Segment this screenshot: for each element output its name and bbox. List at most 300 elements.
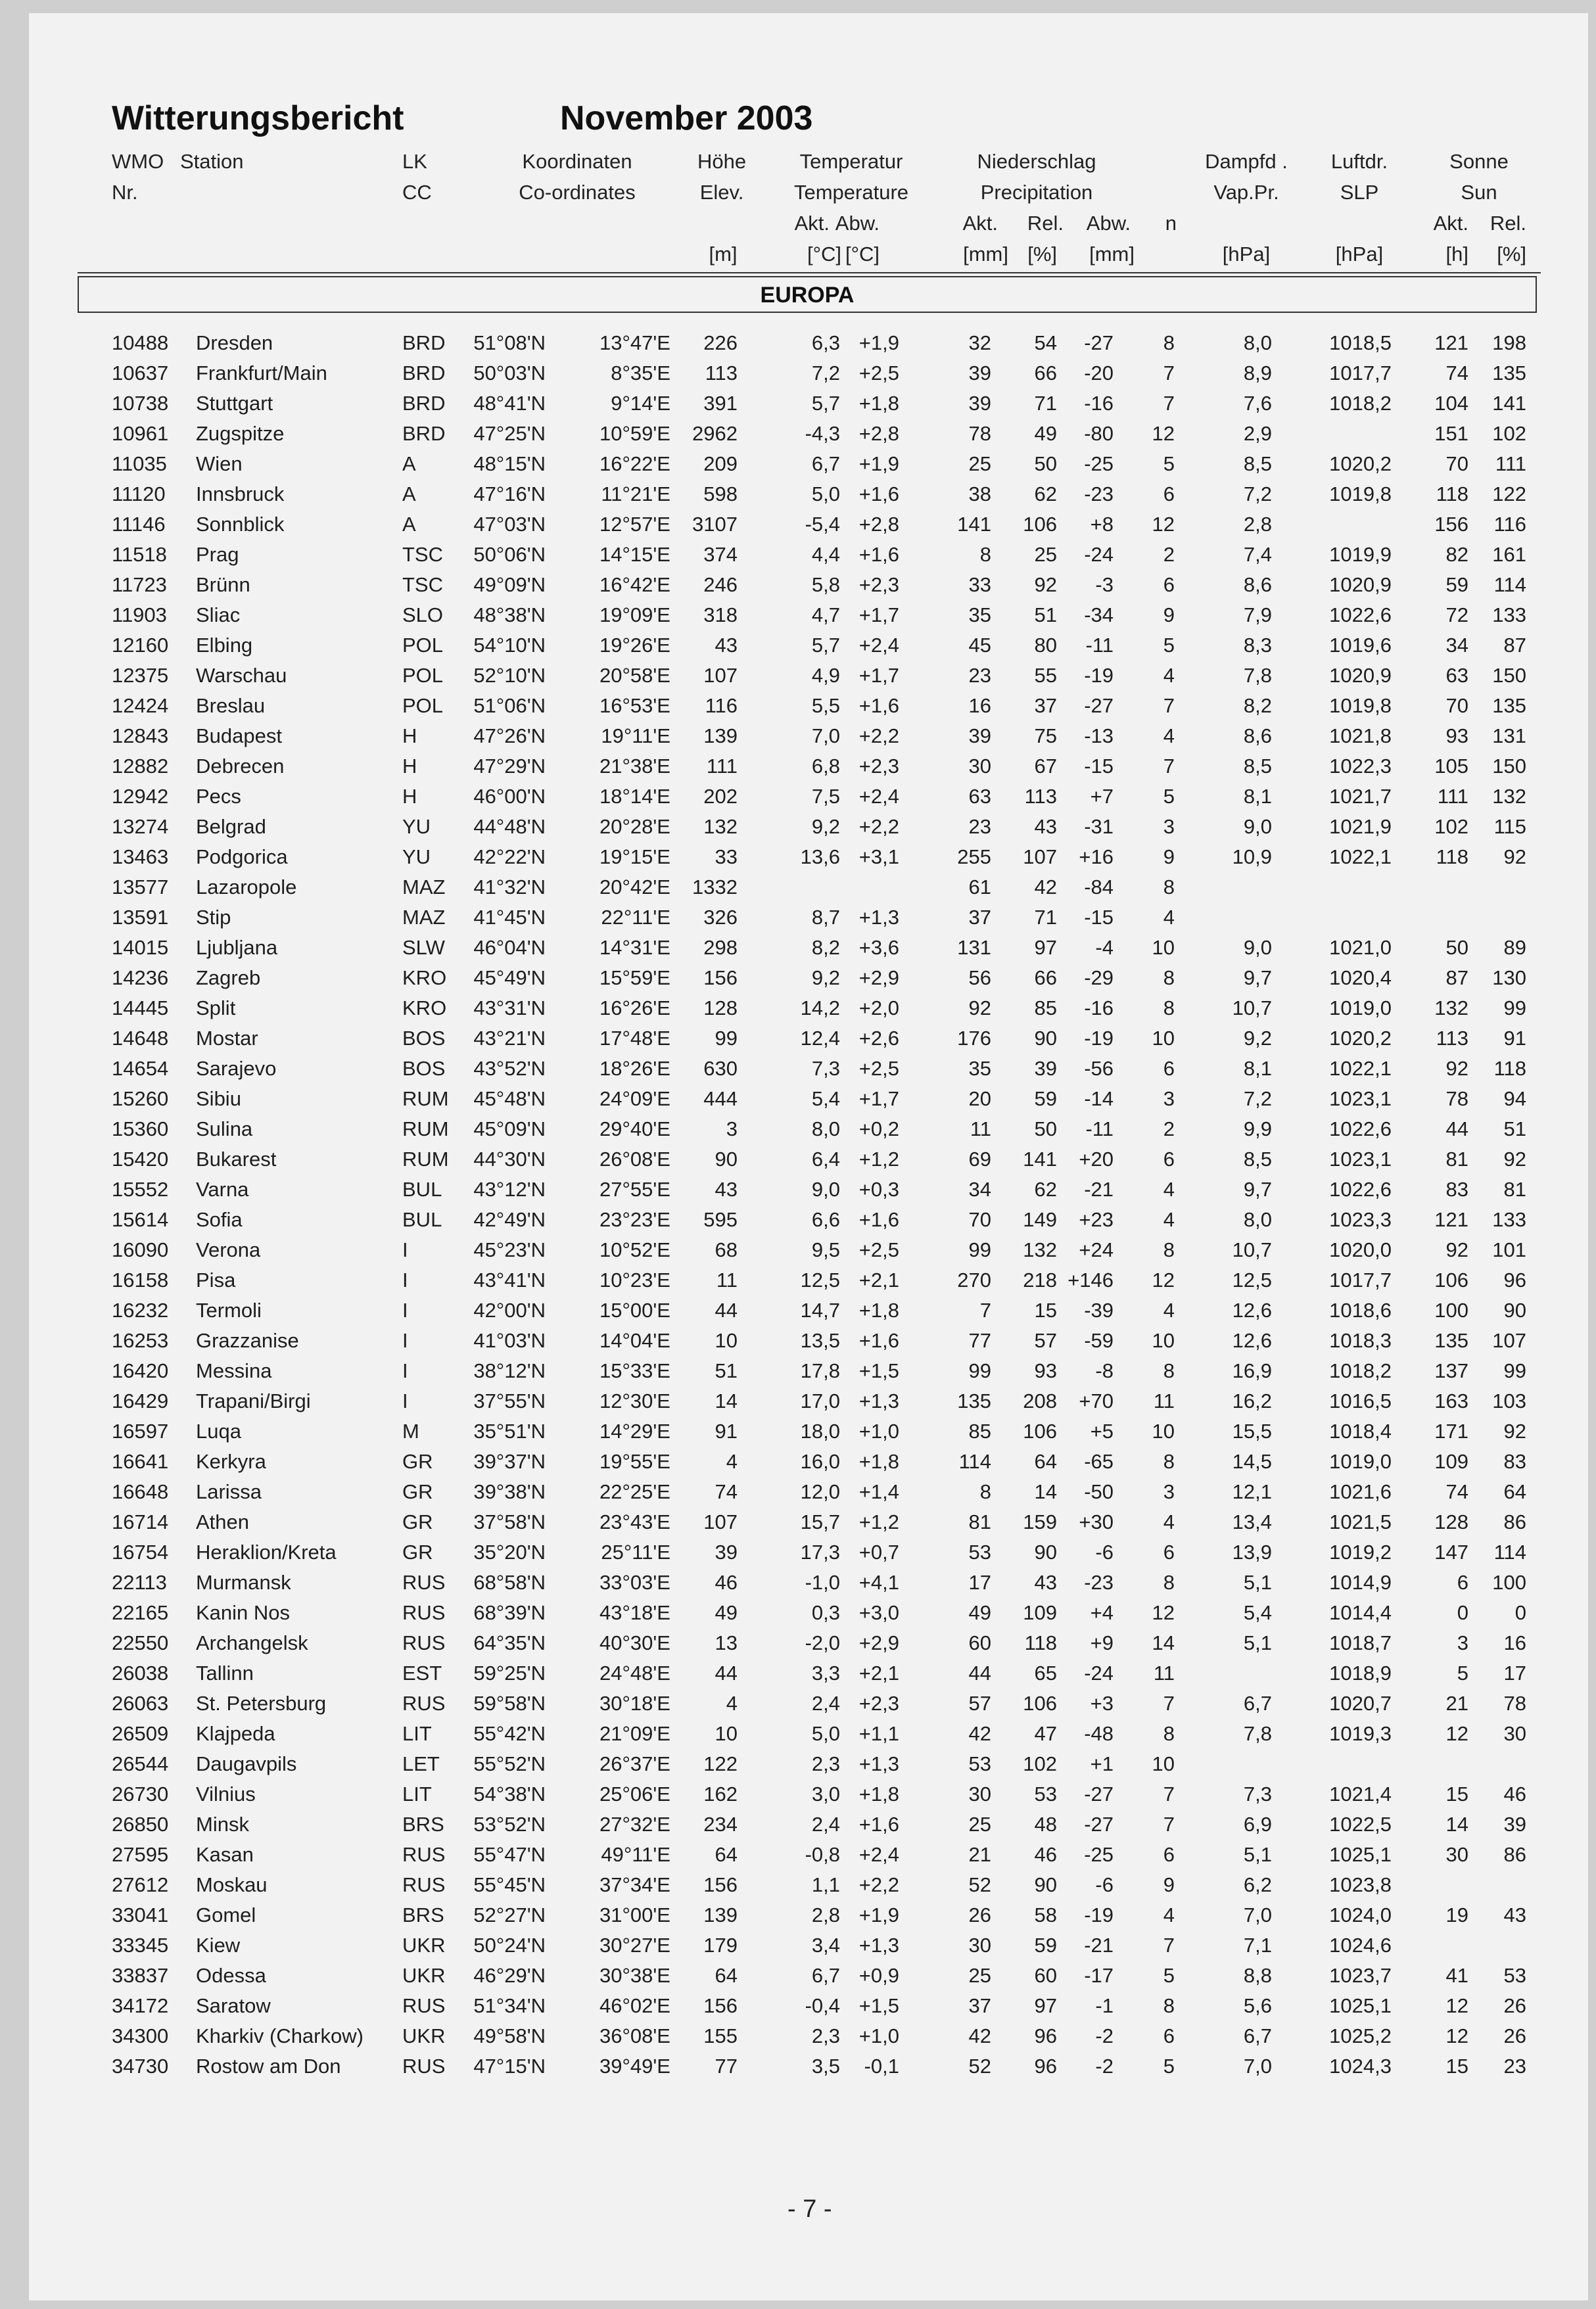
cell-latitude: 45°48'N	[473, 1087, 546, 1110]
cell-station-name: Elbing	[196, 634, 253, 657]
cell-precip-relative: 97	[1034, 936, 1057, 959]
header-temperatur: Temperatur	[799, 150, 903, 173]
cell-precip-days: 6	[1163, 573, 1175, 596]
cell-sea-level-pressure: 1022,1	[1329, 845, 1392, 868]
cell-precip-deviation: -19	[1084, 1027, 1114, 1050]
cell-sea-level-pressure: 1021,4	[1329, 1783, 1392, 1806]
cell-temp-actual: 2,3	[811, 1752, 840, 1775]
cell-precip-deviation: -39	[1084, 1299, 1114, 1322]
cell-precip-relative: 46	[1034, 1843, 1057, 1866]
cell-precip-days: 4	[1163, 1178, 1175, 1201]
cell-latitude: 48°38'N	[473, 603, 546, 626]
cell-station-name: Pisa	[196, 1269, 236, 1292]
table-row	[0, 2022, 1596, 2052]
cell-sea-level-pressure: 1023,3	[1329, 1208, 1392, 1231]
cell-sun-relative: 43	[1503, 1903, 1526, 1926]
cell-temp-actual: 0,3	[811, 1601, 840, 1624]
cell-temp-actual: 17,0	[800, 1389, 840, 1412]
cell-temp-actual: 13,5	[800, 1329, 840, 1352]
cell-temp-actual: 18,0	[800, 1420, 840, 1443]
cell-station-name: Brünn	[196, 573, 250, 596]
cell-station-name: Rostow am Don	[196, 2055, 341, 2078]
cell-latitude: 39°38'N	[473, 1480, 546, 1503]
cell-temp-deviation: +1,8	[858, 1450, 899, 1473]
cell-temp-actual: 7,5	[811, 785, 840, 808]
cell-elevation: 162	[703, 1783, 738, 1806]
table-row	[0, 722, 1596, 752]
cell-longitude: 14°15'E	[599, 543, 670, 566]
cell-sun-relative: 91	[1503, 1027, 1526, 1050]
cell-temp-deviation: +1,0	[858, 1420, 899, 1443]
cell-vapour-pressure: 8,0	[1243, 331, 1272, 354]
cell-precip-relative: 48	[1034, 1813, 1057, 1836]
cell-elevation: 391	[703, 392, 738, 415]
cell-station-name: Varna	[196, 1178, 249, 1201]
cell-wmo-number: 14654	[112, 1057, 169, 1080]
cell-precip-days: 7	[1163, 362, 1175, 385]
cell-wmo-number: 12882	[112, 755, 169, 778]
cell-country-code: RUM	[402, 1117, 449, 1140]
cell-sea-level-pressure: 1025,2	[1329, 2024, 1392, 2047]
cell-precip-relative: 96	[1034, 2055, 1057, 2078]
cell-precip-relative: 14	[1034, 1480, 1057, 1503]
cell-temp-actual: 6,4	[811, 1148, 840, 1171]
cell-wmo-number: 16253	[112, 1329, 169, 1352]
cell-temp-deviation: +1,6	[858, 482, 899, 505]
cell-country-code: I	[402, 1389, 408, 1412]
cell-vapour-pressure: 6,7	[1243, 2024, 1272, 2047]
table-row	[0, 1992, 1596, 2022]
cell-precip-days: 5	[1163, 1964, 1175, 1987]
cell-precip-relative: 118	[1024, 1631, 1057, 1654]
cell-sea-level-pressure: 1018,9	[1329, 1662, 1392, 1685]
cell-precip-deviation: -80	[1084, 422, 1114, 445]
cell-precip-deviation: -15	[1084, 906, 1114, 929]
cell-elevation: 44	[715, 1662, 738, 1685]
header-sun-rel: Rel.	[1490, 212, 1526, 235]
cell-elevation: 2962	[692, 422, 738, 445]
cell-sun-relative: 114	[1493, 1541, 1526, 1564]
cell-precip-deviation: -6	[1095, 1873, 1114, 1896]
cell-precip-relative: 90	[1034, 1027, 1057, 1050]
cell-precip-deviation: +9	[1090, 1631, 1114, 1654]
header-unit-vap-pr: [hPa]	[1222, 243, 1271, 266]
cell-temp-deviation: +1,6	[858, 1329, 899, 1352]
cell-precip-deviation: -84	[1084, 875, 1114, 898]
cell-sun-hours: 128	[1434, 1510, 1468, 1533]
cell-precip-relative: 65	[1034, 1662, 1057, 1685]
table-row	[0, 1024, 1596, 1054]
cell-elevation: 298	[703, 936, 738, 959]
header-unit-precip-abw: [mm]	[1089, 243, 1135, 266]
cell-latitude: 42°00'N	[473, 1299, 546, 1322]
cell-latitude: 68°58'N	[473, 1571, 546, 1594]
cell-precip-days: 8	[1163, 1571, 1175, 1594]
cell-precip-actual: 255	[957, 845, 991, 868]
cell-precip-relative: 39	[1034, 1057, 1057, 1080]
table-row	[0, 782, 1596, 812]
cell-temp-deviation: +3,6	[858, 936, 899, 959]
cell-precip-deviation: +20	[1079, 1148, 1114, 1171]
region-label: EUROPA	[760, 283, 855, 308]
cell-sun-hours: 0	[1457, 1601, 1468, 1624]
header-dampfdruck: Dampfd .	[1205, 150, 1288, 173]
cell-precip-relative: 97	[1034, 1994, 1057, 2017]
cell-temp-deviation: +1,7	[858, 1087, 899, 1110]
table-row	[0, 933, 1596, 964]
cell-precip-relative: 59	[1034, 1087, 1057, 1110]
cell-station-name: Verona	[196, 1238, 261, 1261]
cell-sea-level-pressure: 1019,8	[1329, 694, 1392, 717]
cell-station-name: Grazzanise	[196, 1329, 299, 1352]
cell-precip-relative: 109	[1023, 1601, 1057, 1624]
cell-latitude: 37°55'N	[473, 1389, 546, 1412]
cell-vapour-pressure: 9,0	[1243, 815, 1272, 838]
cell-sea-level-pressure: 1018,5	[1329, 331, 1392, 354]
cell-precip-actual: 8	[979, 543, 991, 566]
cell-latitude: 43°31'N	[473, 996, 546, 1019]
cell-elevation: 179	[703, 1934, 738, 1957]
cell-sea-level-pressure: 1018,4	[1329, 1420, 1392, 1443]
cell-longitude: 26°37'E	[599, 1752, 670, 1775]
cell-sun-relative: 133	[1492, 603, 1526, 626]
cell-precip-days: 8	[1163, 966, 1175, 989]
cell-precip-deviation: -13	[1084, 724, 1114, 747]
cell-sun-hours: 78	[1445, 1087, 1468, 1110]
cell-longitude: 13°47'E	[599, 331, 670, 354]
cell-country-code: RUM	[402, 1087, 449, 1110]
cell-precip-relative: 66	[1034, 966, 1057, 989]
cell-temp-actual: 6,6	[811, 1208, 840, 1231]
cell-station-name: Warschau	[196, 664, 287, 687]
cell-longitude: 26°08'E	[599, 1148, 670, 1171]
cell-precip-actual: 25	[968, 1813, 991, 1836]
cell-latitude: 64°35'N	[473, 1631, 546, 1654]
cell-temp-actual: 3,5	[811, 2055, 840, 2078]
cell-wmo-number: 12375	[112, 664, 169, 687]
page-number: - 7 -	[787, 2195, 832, 2223]
cell-precip-days: 4	[1163, 906, 1175, 929]
cell-temp-actual: 2,8	[811, 1903, 840, 1926]
cell-precip-deviation: -21	[1084, 1934, 1114, 1957]
region-banner	[78, 276, 1537, 313]
cell-precip-days: 7	[1163, 1934, 1175, 1957]
cell-sun-relative: 26	[1503, 1994, 1526, 2017]
cell-elevation: 209	[703, 452, 738, 475]
cell-station-name: Daugavpils	[196, 1752, 297, 1775]
cell-latitude: 49°09'N	[473, 573, 546, 596]
cell-country-code: BRD	[402, 422, 446, 445]
cell-sea-level-pressure: 1021,6	[1329, 1480, 1392, 1503]
cell-elevation: 122	[703, 1752, 738, 1775]
cell-vapour-pressure: 5,6	[1243, 1994, 1272, 2017]
cell-latitude: 39°37'N	[473, 1450, 546, 1473]
cell-elevation: 43	[715, 634, 738, 657]
cell-longitude: 40°30'E	[599, 1631, 670, 1654]
cell-precip-deviation: +24	[1079, 1238, 1114, 1261]
cell-elevation: 4	[726, 1450, 738, 1473]
cell-temp-deviation: +2,9	[858, 966, 899, 989]
cell-sun-hours: 156	[1434, 513, 1468, 536]
cell-vapour-pressure: 9,0	[1243, 936, 1272, 959]
cell-precip-deviation: -19	[1084, 1903, 1114, 1926]
cell-precip-deviation: +8	[1090, 513, 1114, 536]
table-row	[0, 752, 1596, 782]
header-wmo: WMO	[112, 150, 164, 173]
cell-precip-relative: 218	[1023, 1269, 1057, 1292]
cell-station-name: St. Petersburg	[196, 1692, 327, 1715]
header-temperature: Temperature	[793, 181, 909, 204]
cell-longitude: 25°11'E	[601, 1541, 670, 1564]
cell-country-code: YU	[402, 845, 431, 868]
cell-temp-actual: 6,7	[811, 1964, 840, 1987]
header-unit-sun-rel: [%]	[1497, 243, 1526, 266]
table-row	[0, 661, 1596, 691]
cell-elevation: 13	[715, 1631, 738, 1654]
cell-temp-deviation: +1,7	[858, 664, 899, 687]
cell-elevation: 44	[715, 1299, 738, 1322]
cell-temp-actual: 1,1	[811, 1873, 840, 1896]
cell-station-name: Sofia	[196, 1208, 243, 1231]
cell-sun-hours: 118	[1436, 845, 1468, 868]
cell-elevation: 14	[715, 1389, 738, 1412]
cell-station-name: Split	[196, 996, 236, 1019]
cell-precip-days: 7	[1163, 392, 1175, 415]
cell-precip-actual: 53	[968, 1541, 991, 1564]
cell-precip-days: 8	[1163, 331, 1175, 354]
cell-latitude: 55°47'N	[473, 1843, 546, 1866]
cell-temp-actual: -0,8	[805, 1843, 840, 1866]
cell-temp-actual: -4,3	[805, 422, 840, 445]
cell-precip-days: 4	[1163, 664, 1175, 687]
table-row	[0, 329, 1596, 359]
cell-vapour-pressure: 9,7	[1243, 1178, 1272, 1201]
cell-wmo-number: 14648	[112, 1027, 169, 1050]
cell-sun-hours: 83	[1445, 1178, 1468, 1201]
cell-precip-relative: 51	[1034, 603, 1057, 626]
cell-temp-actual: -0,4	[805, 1994, 840, 2017]
cell-longitude: 19°09'E	[599, 603, 670, 626]
cell-sun-relative: 132	[1492, 785, 1526, 808]
header-sun-akt: Akt.	[1433, 212, 1468, 235]
header-precip-akt: Akt.	[962, 212, 998, 235]
table-row	[0, 1447, 1596, 1478]
cell-temp-deviation: +2,4	[858, 785, 899, 808]
cell-sun-hours: 121	[1434, 1208, 1468, 1231]
cell-station-name: Heraklion/Kreta	[196, 1541, 337, 1564]
cell-country-code: UKR	[402, 1964, 446, 1987]
cell-precip-days: 8	[1163, 1722, 1175, 1745]
cell-sun-relative: 114	[1493, 573, 1526, 596]
cell-vapour-pressure: 5,1	[1243, 1571, 1272, 1594]
cell-elevation: 77	[715, 2055, 738, 2078]
cell-sun-hours: 74	[1445, 362, 1468, 385]
header-precipitation: Precipitation	[980, 181, 1093, 204]
cell-longitude: 14°04'E	[599, 1329, 670, 1352]
cell-precip-deviation: -27	[1084, 1813, 1114, 1836]
cell-longitude: 25°06'E	[599, 1783, 670, 1806]
cell-precip-days: 8	[1163, 1359, 1175, 1382]
cell-sun-hours: 72	[1445, 603, 1468, 626]
cell-sun-relative: 116	[1493, 513, 1526, 536]
cell-vapour-pressure: 10,9	[1232, 845, 1272, 868]
table-row	[0, 450, 1596, 480]
cell-sun-relative: 161	[1492, 543, 1526, 566]
cell-temp-actual: 15,7	[800, 1510, 840, 1533]
table-row	[0, 1961, 1596, 1992]
table-row	[0, 1205, 1596, 1236]
cell-longitude: 16°22'E	[599, 452, 670, 475]
table-row	[0, 1478, 1596, 1508]
cell-sun-hours: 109	[1434, 1450, 1468, 1473]
cell-sun-hours: 74	[1445, 1480, 1468, 1503]
table-row	[0, 1145, 1596, 1175]
cell-sun-hours: 100	[1434, 1299, 1468, 1322]
cell-precip-deviation: -65	[1084, 1450, 1114, 1473]
cell-temp-deviation: +2,5	[858, 1057, 899, 1080]
cell-precip-actual: 33	[968, 573, 991, 596]
cell-sea-level-pressure: 1020,9	[1329, 664, 1392, 687]
header-station: Station	[180, 150, 244, 173]
cell-sun-relative: 89	[1503, 936, 1526, 959]
cell-vapour-pressure: 13,9	[1232, 1541, 1272, 1564]
cell-precip-deviation: -15	[1084, 755, 1114, 778]
cell-temp-deviation: +1,3	[858, 1934, 899, 1957]
cell-precip-actual: 49	[968, 1601, 991, 1624]
cell-sea-level-pressure: 1018,2	[1329, 392, 1392, 415]
cell-elevation: 156	[703, 966, 738, 989]
table-row	[0, 1840, 1596, 1871]
cell-sun-relative: 92	[1503, 845, 1526, 868]
table-row	[0, 1871, 1596, 1901]
table-row	[0, 1115, 1596, 1145]
cell-latitude: 50°03'N	[473, 362, 546, 385]
cell-sea-level-pressure: 1024,0	[1329, 1903, 1392, 1926]
cell-precip-actual: 135	[957, 1389, 991, 1412]
table-row	[0, 1659, 1596, 1689]
cell-longitude: 18°26'E	[599, 1057, 670, 1080]
cell-temp-actual: 7,0	[811, 724, 840, 747]
cell-sun-hours: 82	[1445, 543, 1468, 566]
cell-precip-days: 11	[1153, 1662, 1175, 1685]
cell-precip-days: 3	[1163, 1087, 1175, 1110]
cell-latitude: 42°22'N	[473, 845, 546, 868]
cell-latitude: 43°52'N	[473, 1057, 546, 1080]
cell-sun-relative: 17	[1503, 1662, 1526, 1685]
cell-longitude: 29°40'E	[599, 1117, 670, 1140]
cell-precip-days: 7	[1163, 1692, 1175, 1715]
table-row	[0, 1175, 1596, 1205]
cell-elevation: 3	[726, 1117, 738, 1140]
cell-precip-actual: 20	[968, 1087, 991, 1110]
cell-wmo-number: 26509	[112, 1722, 169, 1745]
cell-country-code: BUL	[402, 1178, 442, 1201]
cell-elevation: 33	[715, 845, 738, 868]
cell-temp-deviation: +1,0	[858, 2024, 899, 2047]
cell-sea-level-pressure: 1023,8	[1329, 1873, 1392, 1896]
cell-wmo-number: 11723	[112, 573, 167, 596]
cell-precip-relative: 50	[1034, 1117, 1057, 1140]
cell-station-name: Podgorica	[196, 845, 288, 868]
cell-latitude: 50°24'N	[473, 1934, 546, 1957]
cell-vapour-pressure: 8,1	[1243, 785, 1272, 808]
cell-latitude: 45°09'N	[473, 1117, 546, 1140]
cell-sea-level-pressure: 1019,9	[1329, 543, 1392, 566]
cell-wmo-number: 11518	[112, 543, 167, 566]
cell-elevation: 113	[705, 362, 738, 385]
cell-latitude: 47°03'N	[473, 513, 546, 536]
cell-precip-deviation: -59	[1084, 1329, 1114, 1352]
cell-latitude: 35°20'N	[473, 1541, 546, 1564]
cell-latitude: 47°25'N	[473, 422, 546, 445]
cell-precip-days: 14	[1152, 1631, 1175, 1654]
cell-latitude: 55°45'N	[473, 1873, 546, 1896]
cell-latitude: 46°00'N	[473, 785, 546, 808]
cell-temp-actual: 9,5	[811, 1238, 840, 1261]
header-precip-abw: Abw.	[1086, 212, 1131, 235]
cell-sea-level-pressure: 1023,7	[1329, 1964, 1392, 1987]
cell-temp-actual: 17,3	[800, 1541, 840, 1564]
cell-precip-relative: 80	[1034, 634, 1057, 657]
cell-country-code: I	[402, 1329, 408, 1352]
cell-precip-days: 7	[1163, 1813, 1175, 1836]
cell-temp-actual: 16,0	[800, 1450, 840, 1473]
cell-wmo-number: 34300	[112, 2024, 169, 2047]
cell-sea-level-pressure: 1014,9	[1329, 1571, 1392, 1594]
cell-country-code: SLO	[402, 603, 444, 626]
cell-precip-days: 7	[1163, 694, 1175, 717]
cell-temp-actual: 5,0	[811, 482, 840, 505]
cell-elevation: 43	[715, 1178, 738, 1201]
cell-country-code: RUS	[402, 1873, 446, 1896]
cell-country-code: RUS	[402, 1994, 446, 2017]
cell-latitude: 47°16'N	[473, 482, 546, 505]
table-row	[0, 1266, 1596, 1296]
cell-station-name: Klajpeda	[196, 1722, 275, 1745]
cell-latitude: 54°38'N	[473, 1783, 546, 1806]
cell-precip-deviation: -2	[1095, 2024, 1114, 2047]
cell-precip-days: 12	[1152, 1269, 1175, 1292]
cell-sea-level-pressure: 1022,6	[1329, 603, 1392, 626]
cell-elevation: 10	[715, 1722, 738, 1745]
cell-wmo-number: 14445	[112, 996, 169, 1019]
cell-vapour-pressure: 14,5	[1232, 1450, 1272, 1473]
cell-longitude: 24°09'E	[599, 1087, 670, 1110]
cell-precip-days: 10	[1152, 1752, 1175, 1775]
cell-latitude: 43°12'N	[473, 1178, 546, 1201]
cell-elevation: 68	[715, 1238, 738, 1261]
cell-longitude: 10°52'E	[599, 1238, 670, 1261]
cell-latitude: 52°27'N	[473, 1903, 546, 1926]
cell-sun-hours: 30	[1445, 1843, 1468, 1866]
cell-elevation: 11	[716, 1269, 738, 1292]
cell-station-name: Ljubljana	[196, 936, 278, 959]
cell-station-name: Sonnblick	[196, 513, 285, 536]
cell-sun-hours: 70	[1445, 694, 1468, 717]
cell-vapour-pressure: 8,5	[1243, 755, 1272, 778]
cell-vapour-pressure: 6,7	[1243, 1692, 1272, 1715]
cell-precip-days: 8	[1163, 1994, 1175, 2017]
cell-latitude: 55°42'N	[473, 1722, 546, 1745]
cell-sun-relative: 150	[1492, 664, 1526, 687]
cell-precip-deviation: -16	[1084, 996, 1114, 1019]
cell-sun-hours: 113	[1436, 1027, 1468, 1050]
cell-vapour-pressure: 8,0	[1243, 1208, 1272, 1231]
cell-latitude: 49°58'N	[473, 2024, 546, 2047]
cell-precip-actual: 52	[968, 2055, 991, 2078]
cell-vapour-pressure: 7,9	[1243, 603, 1272, 626]
cell-sun-hours: 137	[1434, 1359, 1468, 1382]
